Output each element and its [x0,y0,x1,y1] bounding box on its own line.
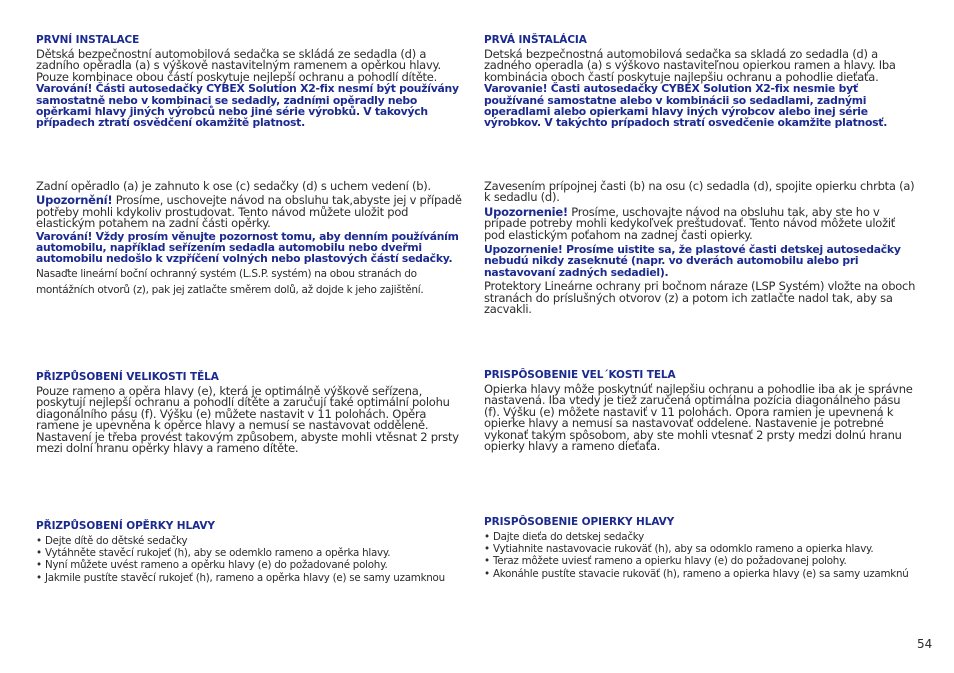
body-size-section-sk [484,369,916,452]
paragraph: Detská bezpečnostná automobilová sedačka sa skladá zo sedadla (d) a zadného operadla (a) s výškovo nastaviteľnou opierkou ramen a hlavy. Iba kombinácia oboch častí poskytuje najlepšiu ochranu a pohodlie dieťaťa. [484,47,896,84]
section-title: PRVÁ INŠTALÁCIA [484,34,587,46]
section-title: PRISPÔSOBENIE OPIERKY HLAVY [484,516,675,528]
instruction-list [484,531,916,580]
warning-text: Varování! Části autosedačky CYBEX Solution X2-fix nesmí být používány samostatně nebo v kombinaci se sedadly, zadními opěradly nebo opěrkami hlavy jiných výrobců nebo jiné série výrobků. V takových případech ztratí osvědčení okamžitě platnost. [36,82,459,130]
backrest-section-cz [36,181,468,298]
list-item: • Akonáhle pustíte stavacie rukoväť (h), rameno a opierka hlavy (e) sa samy uzamknú [484,568,916,580]
list-item: • Jakmile pustíte stavěcí rukojeť (h), rameno a opěrka hlavy (e) se samy uzamknou [36,572,468,584]
first-installation-section-sk [484,34,916,129]
section-title: PŘIZPŮSOBENÍ VELIKOSTI TĚLA [36,371,219,383]
paragraph: Zavesením prípojnej časti (b) na osu (c) sedadla (d), spojite opierku chrbta (a) k sedadlu (d). [484,179,915,205]
list-item: • Nyní můžete uvést rameno a opěrku hlavy (e) do požadované polohy. [36,559,468,571]
headrest-section-sk [484,516,916,580]
list-item: • Teraz môžete uviesť rameno a opierku hlavy (e) do požadovanej polohy. [484,555,916,567]
body-size-section-cz [36,371,468,454]
list-item: • Vytáhněte stavěcí rukojeť (h), aby se odemklo rameno a opěrka hlavy. [36,547,468,559]
page-number: 54 [917,637,933,651]
section-title: PŘIZPŮSOBENÍ OPĚRKY HLAVY [36,520,215,532]
backrest-section-sk [484,181,916,315]
notice-text: Prosíme, uschovajte návod na obsluhu tak, aby ste ho v prípade potreby mohli kedykoľvek preštudovať. Tento návod môžete uložiť pod elastickým poťahom na zadnej časti opierky. [484,204,896,242]
lsp-paragraph: Nasaďte lineární boční ochranný systém (L.S.P. systém) na obou stranách do montážních otvorů (z), pak jej zatlačte směrem dolů, až dojde k jeho zajištění. [36,267,424,296]
notice-paragraph [484,204,916,242]
section-title: PRVNÍ INSTALACE [36,34,140,46]
first-installation-section-cz [36,34,468,129]
paragraph: Opierka hlavy môže poskytnúť najlepšiu ochranu a pohodlie iba ak je správne nastavená. Iba vtedy je tiež zaručená optimálna pozícia diagonálneho pásu (f). Výšku (e) môžete nastaviť v 11 polohách. Opora ramien je upevnená k opierke hlavy a nemusí sa nastavovať oddelene. Nastavenie je potrebné vykonať takým spôsobom, aby ste mohli vtesnať 2 prsty medzi dolnú hranu opierky hlavy a rameno dieťaťa. [484,382,913,454]
warning-text: Varovanie! Časti autosedačky CYBEX Solution X2-fix nesmie byť používané samostatne alebo v kombinácii so sedadlami, zadnými operadlami alebo opierkami hlavy iných výrobcov alebo inej série výrobkov. V takýchto prípadoch stratí osvedčenie okamžite platnosť. [484,82,888,130]
headrest-section-cz [36,520,468,584]
paragraph: Dětská bezpečnostní automobilová sedačka se skládá ze sedadla (d) a zadního opěradla (a) s výškově nastavitelným ramenem a opěrkou hlavy. Pouze kombinace obou částí poskytuje nejlepší ochranu a pohodlí dítěte. [36,47,441,84]
section-title: PRISPÔSOBENIE VEL´KOSTI TELA [484,369,676,381]
paragraph: Pouze rameno a opěra hlavy (e), která je optimálně výškově seřízena, poskytují nejlepší ochranu a pohodlí dítěte a zaručují také optimální polohu diagonálního pásu (f). Výšku (e) můžete nastavit v 11 polohách. Opěra ramene je upevněna k opěrce hlavy a nemusí se nastavovat odděleně. Nastavení je třeba provést takovým způsobem, abyste mohli vtěsnat 2 prsty mezi dolní hranu opěrky hlavy a rameno dítěte. [36,384,459,456]
notice-label: Upozornenie! [484,204,568,219]
instruction-list [36,535,468,584]
list-item: • Dejte dítě do dětské sedačky [36,535,468,547]
notice-text: Prosíme, uschovejte návod na obsluhu tak,abyste jej v případě potřeby mohli kdykoliv prostudovat. Tento návod můžete uložit pod elastickým potahem na zadní části opěrky. [36,193,462,231]
notice-label: Upozornění! [36,193,113,208]
warning-text: Varování! Vždy prosím věnujte pozornost tomu, aby denním používáním automobilu, například seřízením sedadla automobilu nebo dveřmi automobilu nedošlo k vzpříčení volných nebo plastových částí sedačky. [36,229,459,266]
lsp-paragraph: Protektory Lineárne ochrany pri bočnom náraze (LSP Systém) vložte na oboch stranách do príslušných otvorov (z) a potom ich zatlačte nadol tak, aby sa zacvakli. [484,279,916,317]
paragraph: Zadní opěradlo (a) je zahnuto k ose (c) sedačky (d) s uchem vedení (b). [36,179,431,193]
warning-text: Upozornenie! Prosíme uistite sa, že plastové časti detskej autosedačky nebudú nikdy zaseknuté (napr. vo dverách automobilu alebo pri nastavovaní zadných sedadiel). [484,243,901,279]
list-item: • Dajte dieťa do detskej sedačky [484,531,916,543]
list-item: • Vytiahnite nastavovacie rukoväť (h), aby sa odomklo rameno a opierka hlavy. [484,543,916,555]
notice-paragraph [36,195,468,229]
